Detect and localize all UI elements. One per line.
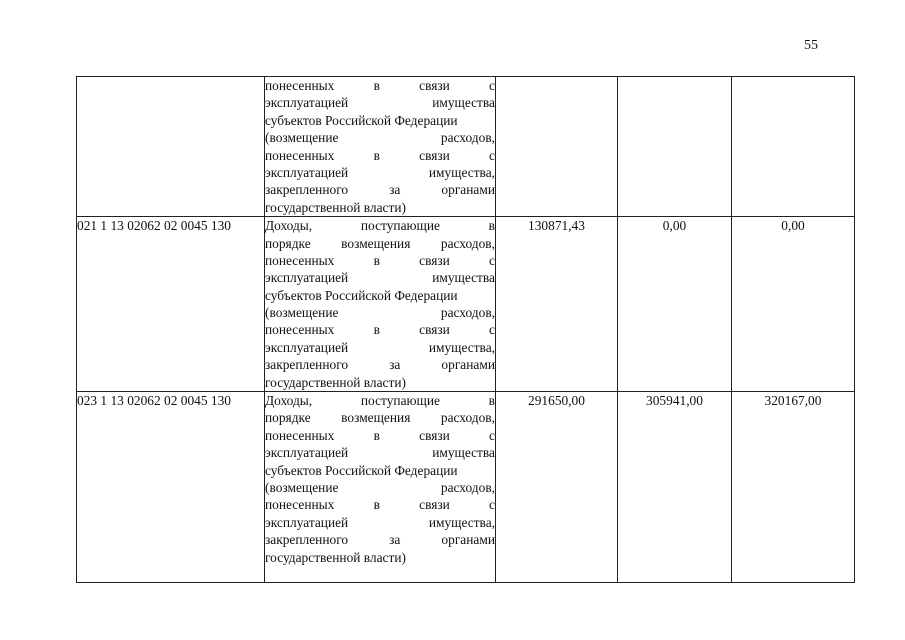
description-line xyxy=(265,181,495,198)
description-line xyxy=(265,252,495,269)
description-line xyxy=(265,514,495,531)
description-line xyxy=(265,427,495,444)
description-cell xyxy=(265,217,496,392)
description-word: государственной власти) xyxy=(265,199,406,215)
description-word: с xyxy=(489,252,495,268)
amount-cell-1: 291650,00 xyxy=(496,392,618,583)
description-word: с xyxy=(489,322,495,338)
description-word: понесенных xyxy=(265,78,335,93)
description-word: связи xyxy=(419,322,450,338)
description-word: закрепленного xyxy=(265,357,349,373)
description-word: связи xyxy=(419,78,450,93)
description-word: субъектов Российской Федерации xyxy=(265,112,458,128)
description-word: эксплуатацией xyxy=(265,445,349,461)
description-line xyxy=(265,496,495,513)
description-word: понесенных xyxy=(265,252,335,268)
description-line xyxy=(265,462,495,479)
description-word: за xyxy=(389,357,401,373)
description-line xyxy=(265,549,495,566)
description-word: связи xyxy=(419,497,450,513)
description-word: субъектов Российской Федерации xyxy=(265,462,458,478)
description-word: в xyxy=(488,393,495,409)
description-word: поступающие xyxy=(360,393,440,409)
description-word: государственной власти) xyxy=(265,374,406,390)
budget-code-cell: 021 1 13 02062 02 0045 130 xyxy=(77,217,265,392)
description-word: имущества, xyxy=(428,164,495,180)
description-word: возмещения xyxy=(341,410,411,426)
description-word: порядке xyxy=(265,410,311,426)
description-word: понесенных xyxy=(265,147,335,163)
table-row xyxy=(77,392,855,583)
description-line xyxy=(265,356,495,373)
description-word: связи xyxy=(419,147,450,163)
description-word: эксплуатацией xyxy=(265,95,349,111)
description-word: закрепленного xyxy=(265,182,349,198)
description-word: (возмещение xyxy=(265,479,339,495)
description-line xyxy=(265,304,495,321)
table-row xyxy=(77,217,855,392)
amount-cell-1: 130871,43 xyxy=(496,217,618,392)
description-word: поступающие xyxy=(360,218,440,234)
table-row xyxy=(77,77,855,217)
description-line xyxy=(265,392,495,409)
description-word: с xyxy=(489,147,495,163)
description-word: в xyxy=(373,427,380,443)
description-line xyxy=(265,147,495,164)
description-line xyxy=(265,77,495,94)
description-word: с xyxy=(489,427,495,443)
description-word: с xyxy=(489,497,495,513)
description-line xyxy=(265,339,495,356)
description-cell xyxy=(265,392,496,583)
description-word: органами xyxy=(441,182,495,198)
description-word: расходов, xyxy=(440,235,495,251)
description-word: (возмещение xyxy=(265,130,339,146)
description-word: понесенных xyxy=(265,322,335,338)
amount-cell-2: 305941,00 xyxy=(618,392,732,583)
description-word: понесенных xyxy=(265,497,335,513)
page-number: 55 xyxy=(804,38,818,53)
amount-cell-1 xyxy=(496,77,618,217)
amount-cell-2: 0,00 xyxy=(618,217,732,392)
description-word: эксплуатацией xyxy=(265,339,349,355)
description-word: имущества xyxy=(432,445,495,461)
description-word: органами xyxy=(441,532,495,548)
description-word: (возмещение xyxy=(265,305,339,321)
description-word: имущества, xyxy=(428,339,495,355)
description-line xyxy=(265,217,495,234)
description-word: эксплуатацией xyxy=(265,164,349,180)
amount-cell-2 xyxy=(618,77,732,217)
description-word: расходов, xyxy=(440,410,495,426)
description-word: связи xyxy=(419,252,450,268)
description-line xyxy=(265,444,495,461)
description-word: имущества xyxy=(432,270,495,286)
description-word: имущества xyxy=(432,95,495,111)
description-line xyxy=(265,269,495,286)
budget-code-cell xyxy=(77,77,265,217)
description-word: закрепленного xyxy=(265,532,349,548)
description-line xyxy=(265,112,495,129)
description-line xyxy=(265,374,495,391)
budget-income-table xyxy=(76,76,855,583)
description-word: государственной власти) xyxy=(265,549,406,565)
description-word: порядке xyxy=(265,235,311,251)
description-word: расходов, xyxy=(440,305,495,321)
description-word: с xyxy=(489,78,495,93)
description-line xyxy=(265,164,495,181)
description-line xyxy=(265,479,495,496)
description-word: имущества, xyxy=(428,514,495,530)
description-word: субъектов Российской Федерации xyxy=(265,287,458,303)
description-line xyxy=(265,199,495,216)
description-word: понесенных xyxy=(265,427,335,443)
description-line xyxy=(265,531,495,548)
description-word: в xyxy=(373,147,380,163)
description-line xyxy=(265,129,495,146)
description-word: за xyxy=(389,182,401,198)
description-word: расходов, xyxy=(440,130,495,146)
description-word: возмещения xyxy=(341,235,411,251)
description-word: органами xyxy=(441,357,495,373)
description-word: в xyxy=(373,322,380,338)
description-word: в xyxy=(373,78,380,93)
description-line xyxy=(265,235,495,252)
description-word: расходов, xyxy=(440,479,495,495)
description-word: эксплуатацией xyxy=(265,514,349,530)
description-word: за xyxy=(389,532,401,548)
description-word: Доходы, xyxy=(265,393,313,409)
description-word: связи xyxy=(419,427,450,443)
description-line xyxy=(265,94,495,111)
description-line xyxy=(265,321,495,338)
description-word: Доходы, xyxy=(265,218,313,234)
amount-cell-3: 320167,00 xyxy=(732,392,855,583)
description-line xyxy=(265,287,495,304)
budget-code-cell: 023 1 13 02062 02 0045 130 xyxy=(77,392,265,583)
description-word: в xyxy=(373,252,380,268)
amount-cell-3 xyxy=(732,77,855,217)
description-word: в xyxy=(373,497,380,513)
description-cell xyxy=(265,77,496,217)
amount-cell-3: 0,00 xyxy=(732,217,855,392)
description-word: в xyxy=(488,218,495,234)
description-word: эксплуатацией xyxy=(265,270,349,286)
description-line xyxy=(265,409,495,426)
